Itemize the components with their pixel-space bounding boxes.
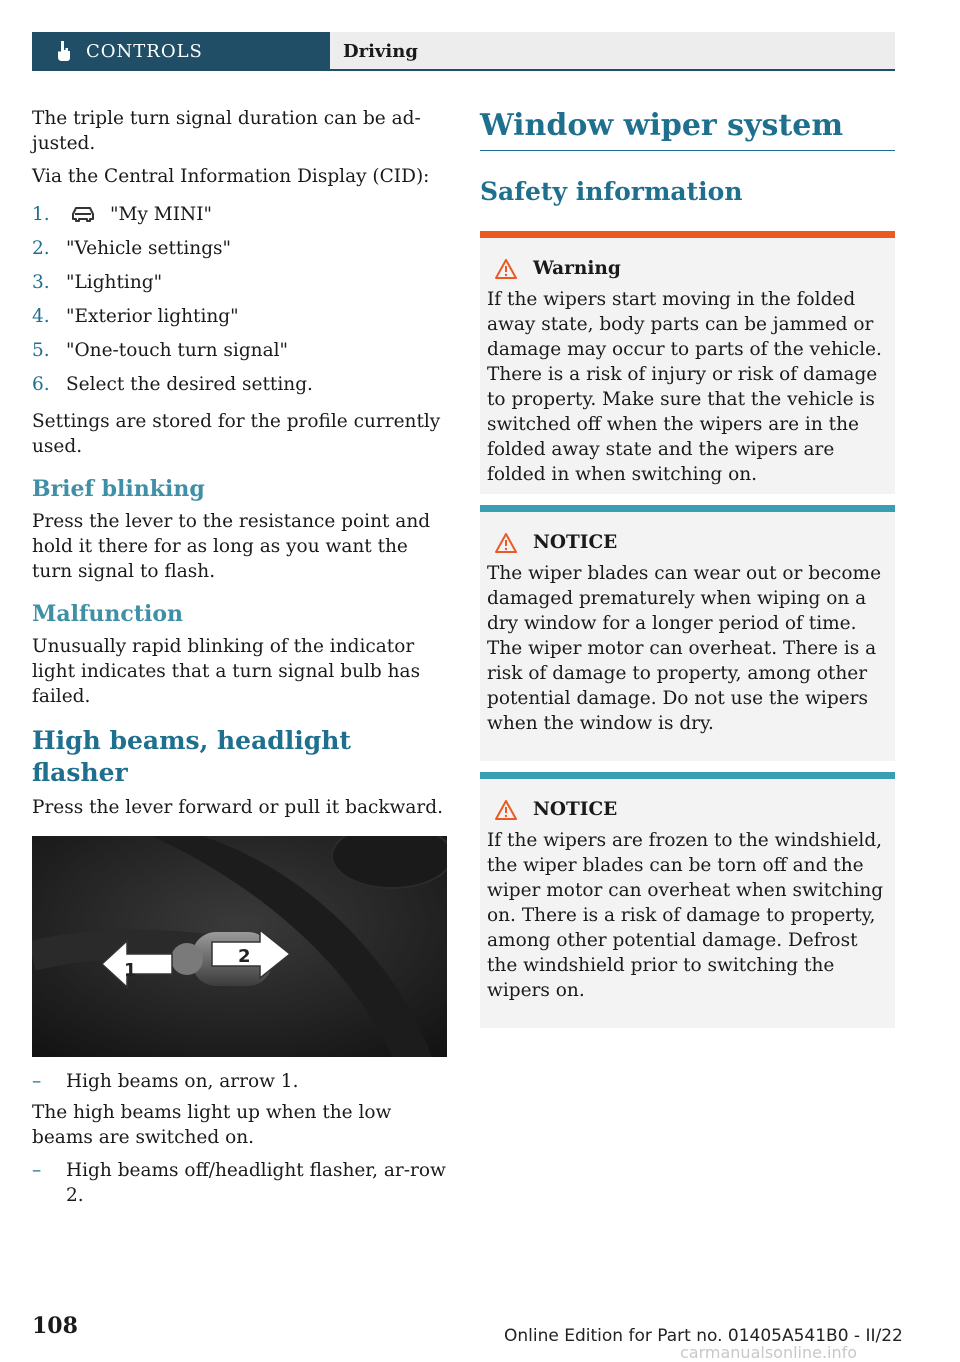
notice-box	[480, 505, 895, 761]
step-text: "One-touch turn signal"	[66, 339, 289, 361]
settings-steps	[32, 197, 447, 401]
notice-title	[495, 797, 889, 822]
edition-note: Online Edition for Part no. 01405A541B0 - II/22	[504, 1326, 903, 1346]
right-column	[480, 104, 895, 1028]
cid-intro: Via the Central Information Display (CID):	[32, 166, 430, 187]
list-item-subtext: The high beams light up when the low beams are switched on.	[32, 1102, 392, 1148]
step-item	[32, 265, 447, 299]
list-item	[32, 1069, 447, 1094]
header-divider	[32, 69, 895, 71]
high-beams-list	[32, 1069, 447, 1094]
watermark: carmanualsonline.info	[680, 1343, 858, 1362]
dash-bullet: –	[32, 1071, 42, 1092]
step-text: "My MINI"	[110, 203, 213, 225]
warning-text: If the wipers start moving in the folded away state, body parts can be jammed or damage may occur to parts of the vehicle. There is a risk of injury or risk of damage to property. Make sure that the vehicle is switched off when the wipers are in the folded away state and the wipers are folded in when switching on.	[487, 289, 882, 485]
car-icon	[70, 205, 96, 223]
settings-note: Settings are stored for the profile currently used.	[32, 411, 441, 457]
safety-heading: Safety information	[480, 177, 743, 206]
notice-title	[495, 530, 889, 555]
notice-label: NOTICE	[533, 799, 618, 820]
turn-signal-lever-photo	[32, 836, 447, 1057]
step-item	[32, 299, 447, 333]
section-title: Window wiper system	[480, 108, 844, 143]
arrow-label-1: 1	[124, 960, 137, 981]
title-rule	[480, 150, 895, 151]
left-column	[32, 106, 447, 1214]
step-number: 4.	[32, 305, 50, 327]
list-item-text: High beams on, arrow 1.	[66, 1071, 299, 1092]
notice-label: NOTICE	[533, 532, 618, 553]
warning-box	[480, 231, 895, 494]
header-section-tab	[32, 32, 330, 70]
step-number: 3.	[32, 271, 50, 293]
notice-text: The wiper blades can wear out or become damaged prematurely when wiping on a dry window for a longer period of time. The wiper motor can overheat. There is a risk of damage to property, among other potential damage. Do not use the wipers when the window is dry.	[487, 563, 882, 734]
malfunction-text: Unusually rapid blinking of the indicator light indicates that a turn signal bulb has failed.	[32, 636, 421, 707]
high-beams-text: Press the lever forward or pull it backward.	[32, 797, 443, 818]
notice-text: If the wipers are frozen to the windshield, the wiper blades can be torn off and the wiper motor can overheat when switching on. There is a risk of damage to property, among other potential damage. Defrost the windshield prior to switching the wipers on.	[487, 830, 884, 1001]
warning-label: Warning	[533, 258, 621, 279]
high-beams-list-2	[32, 1158, 447, 1208]
step-number: 5.	[32, 339, 50, 361]
header-chapter: Driving	[330, 32, 895, 70]
high-beams-heading: High beams, headlight flasher	[32, 726, 351, 787]
page-header	[32, 32, 895, 70]
step-text: Select the desired setting.	[66, 373, 313, 395]
list-item-text: High beams off/headlight flasher, ar-row 2.	[66, 1160, 446, 1206]
list-item	[32, 1158, 447, 1208]
brief-blinking-text: Press the lever to the resistance point and hold it there for as long as you want the turn signal to flash.	[32, 511, 431, 582]
brief-blinking-heading: Brief blinking	[32, 476, 205, 502]
warning-triangle-icon	[495, 800, 517, 820]
step-item	[32, 333, 447, 367]
step-number: 6.	[32, 373, 50, 395]
malfunction-heading: Malfunction	[32, 601, 184, 627]
step-text: "Vehicle settings"	[66, 237, 232, 259]
warning-title	[495, 256, 889, 281]
dash-bullet: –	[32, 1160, 42, 1181]
hand-pointer-icon	[56, 40, 72, 62]
notice-box	[480, 772, 895, 1028]
arrow-label-2: 2	[238, 946, 251, 967]
header-section-label: CONTROLS	[86, 40, 203, 62]
step-number: 1.	[32, 203, 50, 225]
step-text: "Exterior lighting"	[66, 305, 239, 327]
step-item	[32, 197, 447, 231]
step-item	[32, 231, 447, 265]
warning-triangle-icon	[495, 259, 517, 279]
intro-paragraph: The triple turn signal duration can be ad-justed.	[32, 108, 421, 154]
step-number: 2.	[32, 237, 50, 259]
page-number: 108	[32, 1313, 78, 1339]
warning-triangle-icon	[495, 533, 517, 553]
step-item	[32, 367, 447, 401]
step-text: "Lighting"	[66, 271, 163, 293]
